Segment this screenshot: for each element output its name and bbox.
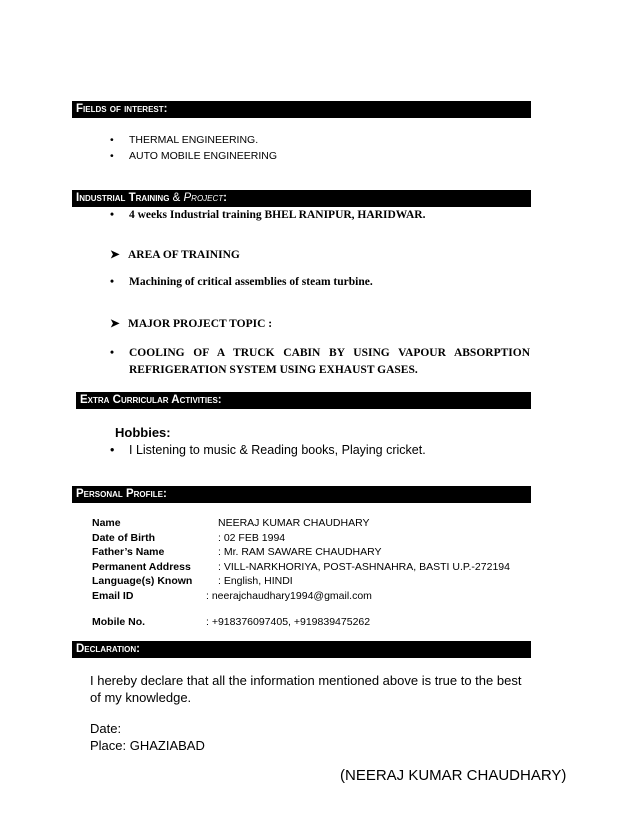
fields-of-interest-list: [110, 132, 277, 164]
declaration-text: I hereby declare that all the information mentioned above is true to the best of my knowledge.: [90, 673, 522, 705]
profile-value-email: : neerajchaudhary1994@gmail.com: [206, 589, 372, 602]
section-heading-declaration: [72, 641, 531, 658]
profile-value-address: : VILL-NARKHORIYA, POST-ASHNAHRA, BASTI U.P.-272194: [218, 560, 510, 573]
profile-label-languages: Language(s) Known: [92, 575, 193, 587]
date-label: Date:: [90, 721, 122, 736]
list-item: • THERMAL ENGINEERING.: [110, 132, 277, 148]
profile-label-email: Email ID: [92, 589, 134, 602]
signature-name: (NEERAJ KUMAR CHAUDHARY): [340, 767, 567, 784]
profile-value-dob: : 02 FEB 1994: [218, 531, 286, 544]
arrow-bullet-icon: ➤: [110, 249, 120, 261]
project-heading-word: Project: [183, 192, 224, 204]
personal-profile-heading: Personal Profile:: [76, 488, 167, 500]
heading-colon: :: [223, 192, 228, 204]
arrow-bullet-icon: ➤: [110, 318, 120, 330]
profile-label-address: Permanent Address: [92, 560, 191, 573]
project-list: [110, 345, 530, 379]
list-item: • I Listening to music & Reading books, Playing cricket.: [110, 442, 426, 459]
list-item: • COOLING OF A TRUCK CABIN BY USING VAPOUR ABSORPTION REFRIGERATION SYSTEM USING EXHAUST GASES.: [110, 345, 530, 379]
section-heading-fields-of-interest: [72, 101, 531, 118]
profile-value-father: : Mr. RAM SAWARE CHAUDHARY: [218, 546, 382, 558]
profile-label-mobile: Mobile No.: [92, 616, 146, 628]
declaration-heading: Declaration:: [76, 643, 140, 655]
hobbies-list: [110, 442, 426, 459]
fields-of-interest-heading: Fields of interest:: [76, 103, 168, 115]
profile-value-mobile: : +918376097405, +919839475262: [206, 616, 371, 628]
industrial-training-heading: Industrial Training: [76, 192, 170, 204]
heading-ampersand: &: [172, 192, 181, 204]
section-heading-extra-curricular: [76, 392, 531, 409]
extra-curricular-heading: Extra Curricular Activities:: [80, 394, 222, 406]
list-item: • AUTO MOBILE ENGINEERING: [110, 148, 277, 164]
area-list: [110, 274, 373, 290]
profile-label-dob: Date of Birth: [92, 531, 155, 544]
profile-value-name: NEERAJ KUMAR CHAUDHARY: [218, 517, 370, 529]
area-heading-text: AREA OF TRAINING: [128, 249, 240, 261]
list-item: • Machining of critical assemblies of steam turbine.: [110, 274, 373, 290]
list-item: • 4 weeks Industrial training BHEL RANIPUR, HARIDWAR.: [110, 207, 425, 223]
hobbies-label: Hobbies:: [115, 425, 171, 440]
section-heading-personal-profile: [72, 486, 531, 503]
training-list: [110, 207, 425, 223]
profile-label-name: Name: [92, 517, 121, 529]
profile-value-languages: : English, HINDI: [218, 575, 293, 587]
section-heading-industrial-training: [72, 190, 531, 207]
place-label: Place: GHAZIABAD: [90, 738, 205, 753]
major-project-heading: [110, 316, 272, 330]
area-of-training-heading: [110, 247, 240, 261]
personal-profile-table: [92, 516, 532, 636]
profile-label-father: Father’s Name: [92, 546, 165, 558]
project-heading-text: MAJOR PROJECT TOPIC :: [128, 318, 273, 330]
